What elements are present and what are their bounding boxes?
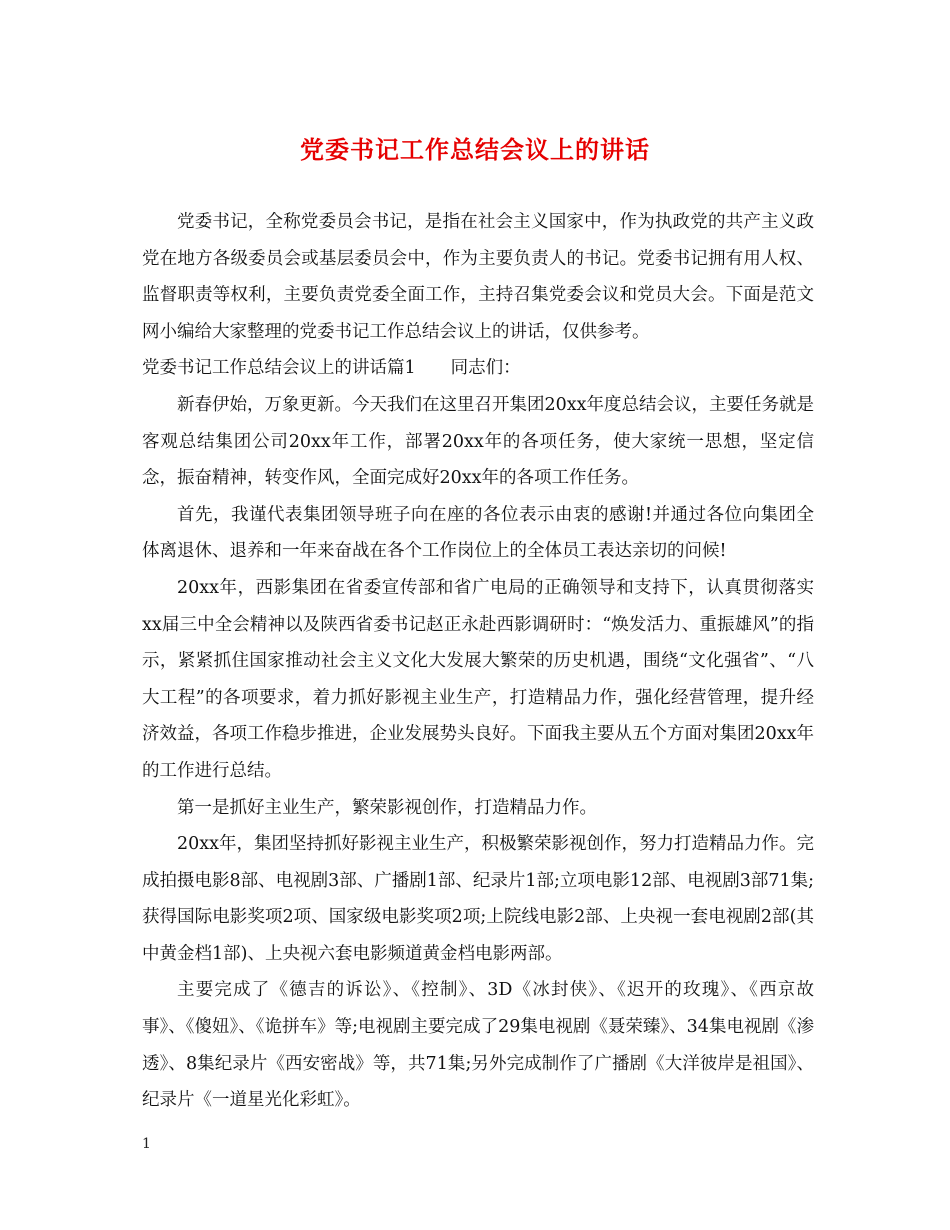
paragraph-8: 主要完成了《德吉的诉讼》、《控制》、3D《冰封侠》、《迟开的玫瑰》、《西京故事》、《傻妞》、《诡拼车》等;电视剧主要完成了29集电视剧《聂荣臻》、34集电视剧《渗透》、8集纪录片《西安密战》等，共71集;另外完成制作了广播剧《大洋彼岸是祖国》、纪录片《一道星光化彩虹》。 <box>142 980 814 1111</box>
paragraph-3: 新春伊始，万象更新。今天我们在这里召开集团20xx年度总结会议，主要任务就是客观总结集团公司20xx年工作，部署20xx年的各项任务，使大家统一思想，坚定信念，振奋精神，转变作风，全面完成好20xx年的各项工作任务。 <box>142 394 815 489</box>
page-number: 1 <box>142 1136 151 1152</box>
paragraph-5: 20xx年，西影集团在省委宣传部和省广电局的正确领导和支持下，认真贯彻落实xx届三中全会精神以及陕西省委书记赵正永赴西影调研时：“焕发活力、重振雄风”的指示，紧紧抓住国家推动社会主义文化大发展大繁荣的历史机遇，围绕“文化强省”、“八大工程”的各项要求，着力抓好影视主业生产，打造精品力作，强化经营管理，提升经济效益，各项工作稳步推进，企业发展势头良好。下面我主要从五个方面对集团20xx年的工作进行总结。 <box>142 577 815 781</box>
paragraph-2: 党委书记工作总结会议上的讲话篇1 同志们： <box>142 358 521 379</box>
document-body <box>142 204 814 1119</box>
paragraph-6: 第一是抓好主业生产，繁荣影视创作，打造精品力作。 <box>177 797 597 818</box>
paragraph-1: 党委书记，全称党委员会书记，是指在社会主义国家中，作为执政党的共产主义政党在地方各级委员会或基层委员会中，作为主要负责人的书记。党委书记拥有用人权、监督职责等权利，主要负责党委全面工作，主持召集党委会议和党员大会。下面是范文网小编给大家整理的党委书记工作总结会议上的讲话，仅供参考。 <box>142 212 814 342</box>
document-title: 党委书记工作总结会议上的讲话 <box>300 135 650 164</box>
paragraph-7: 20xx年，集团坚持抓好影视主业生产，积极繁荣影视创作，努力打造精品力作。完成拍摄电影8部、电视剧3部、广播剧1部、纪录片1部;立项电影12部、电视剧3部71集;获得国际电影奖项2项、国家级电影奖项2项;上院线电影2部、上央视一套电视剧2部(其中黄金档1部)、上央视六套电影频道黄金档电影两部。 <box>142 834 815 964</box>
paragraph-4: 首先，我谨代表集团领导班子向在座的各位表示由衷的感谢!并通过各位向集团全体离退休、退养和一年来奋战在各个工作岗位上的全体员工表达亲切的问候! <box>142 504 814 562</box>
